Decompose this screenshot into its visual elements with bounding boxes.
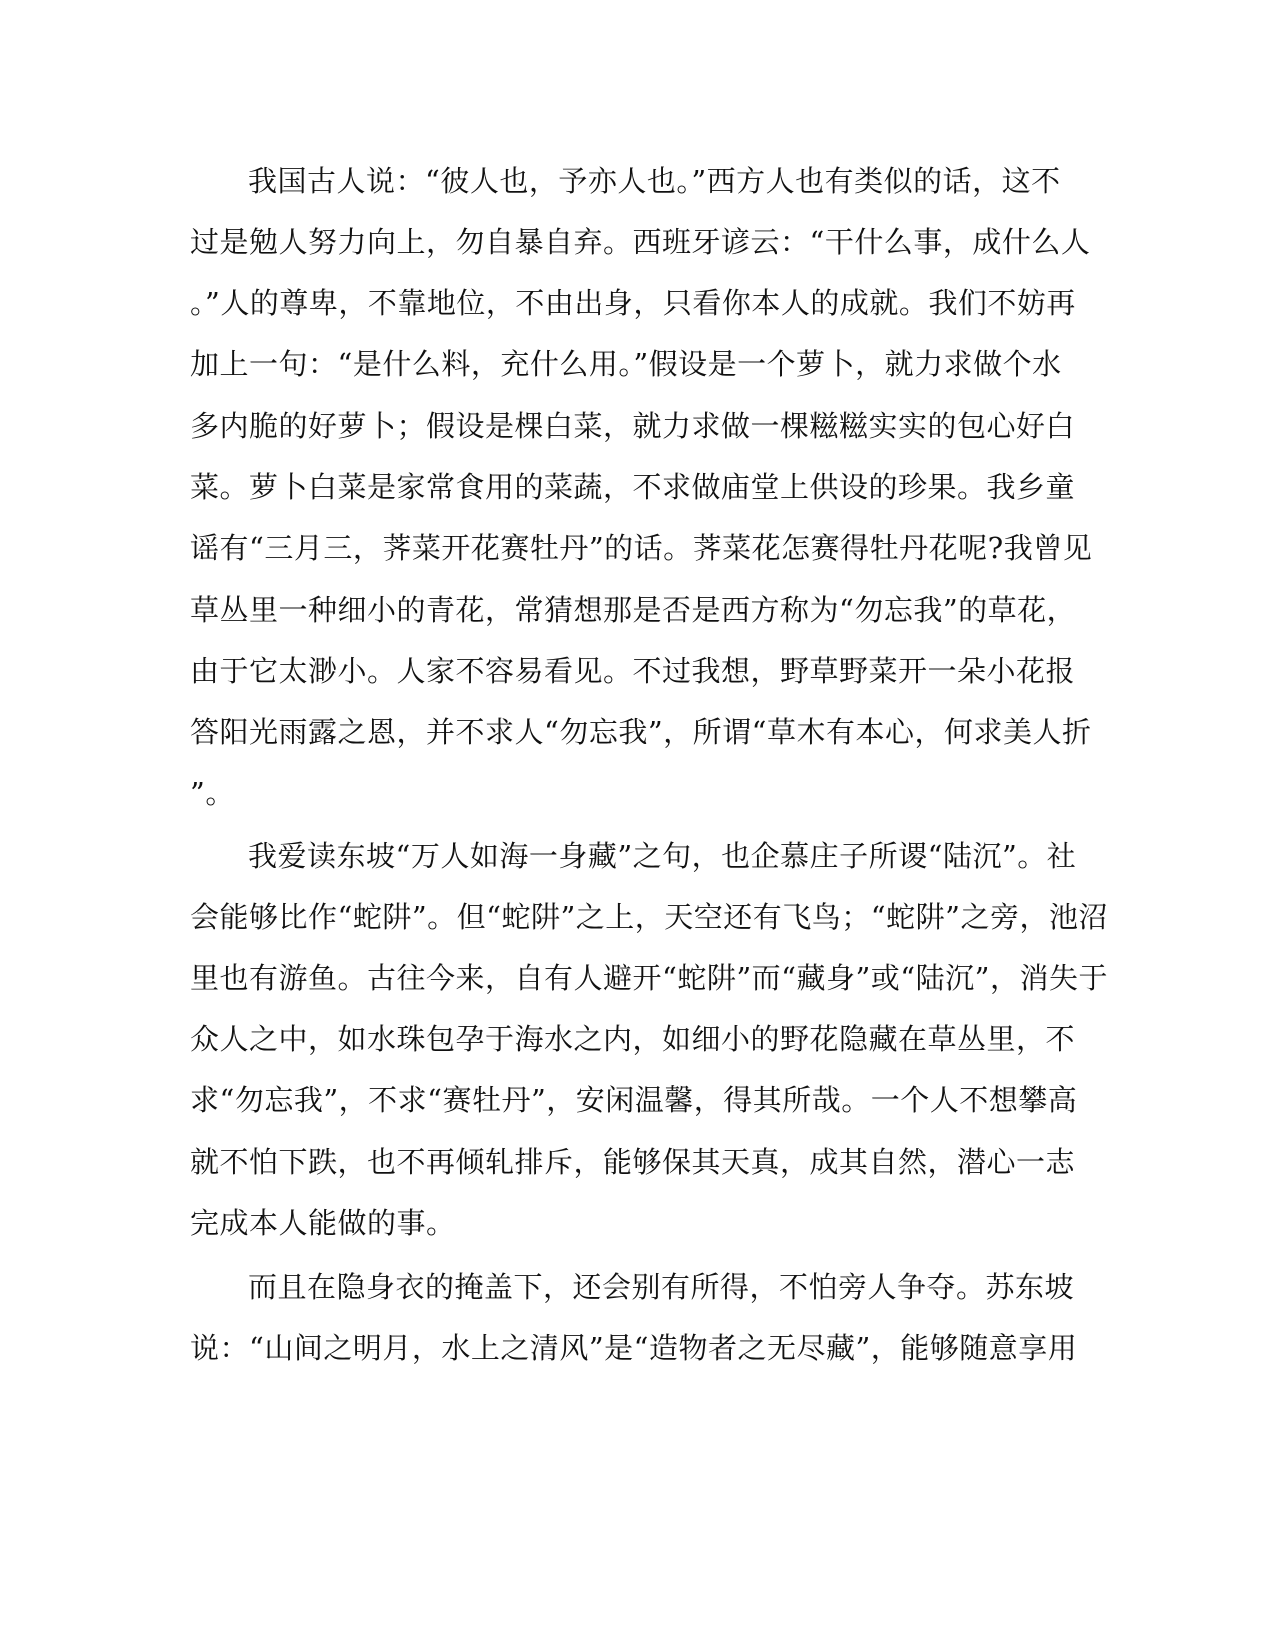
text-line: 里也有游鱼。古往今来，自有人避开“蛇阱”而“藏身”或“陆沉”，消失于 [190, 961, 1108, 995]
text-line: ”。 [190, 776, 235, 810]
text-line: 会能够比作“蛇阱”。但“蛇阱”之上，天空还有飞鸟；“蛇阱”之旁，池沼 [190, 900, 1108, 934]
text-line: 多内脆的好萝卜；假设是棵白菜，就力求做一棵糍糍实实的包心好白 [190, 409, 1076, 443]
text-line: 过是勉人努力向上，勿自暴自弃。西班牙谚云：“干什么事，成什么人 [190, 225, 1091, 259]
text-line: 求“勿忘我”，不求“赛牡丹”，安闲温馨，得其所哉。一个人不想攀高 [190, 1083, 1078, 1117]
text-line: 。”人的尊卑，不靠地位，不由出身，只看你本人的成就。我们不妨再 [190, 286, 1076, 320]
text-line: 说：“山间之明月，水上之清风”是“造物者之无尽藏”，能够随意享用 [190, 1331, 1078, 1365]
text-line: 菜。萝卜白菜是家常食用的菜蔬，不求做庙堂上供设的珍果。我乡童 [190, 470, 1076, 504]
text-line: 加上一句：“是什么料，充什么用。”假设是一个萝卜，就力求做个水 [190, 347, 1062, 381]
text-line: 而且在隐身衣的掩盖下，还会别有所得，不怕旁人争夺。苏东坡 [248, 1270, 1075, 1304]
text-line: 我爱读东坡“万人如海一身藏”之句，也企慕庄子所谡“陆沉”。社 [248, 839, 1077, 873]
text-line: 由于它太渺小。人家不容易看见。不过我想，野草野菜开一朵小花报 [190, 654, 1076, 688]
text-line: 答阳光雨露之恩，并不求人“勿忘我”，所谓“草木有本心，何求美人折 [190, 715, 1092, 749]
text-line: 我国古人说：“彼人也，予亦人也。”西方人也有类似的话，这不 [248, 164, 1061, 198]
text-line: 谣有“三月三，荠菜开花赛牡丹”的话。荠菜花怎赛得牡丹花呢?我曾见 [190, 531, 1093, 565]
text-line: 草丛里一种细小的青花，常猜想那是否是西方称为“勿忘我”的草花， [190, 593, 1077, 627]
text-line: 就不怕下跌，也不再倾轧排斥，能够保其天真，成其自然，潜心一志 [190, 1145, 1076, 1179]
text-line: 完成本人能做的事。 [190, 1206, 456, 1240]
text-line: 众人之中，如水珠包孕于海水之内，如细小的野花隐藏在草丛里，不 [190, 1022, 1076, 1056]
